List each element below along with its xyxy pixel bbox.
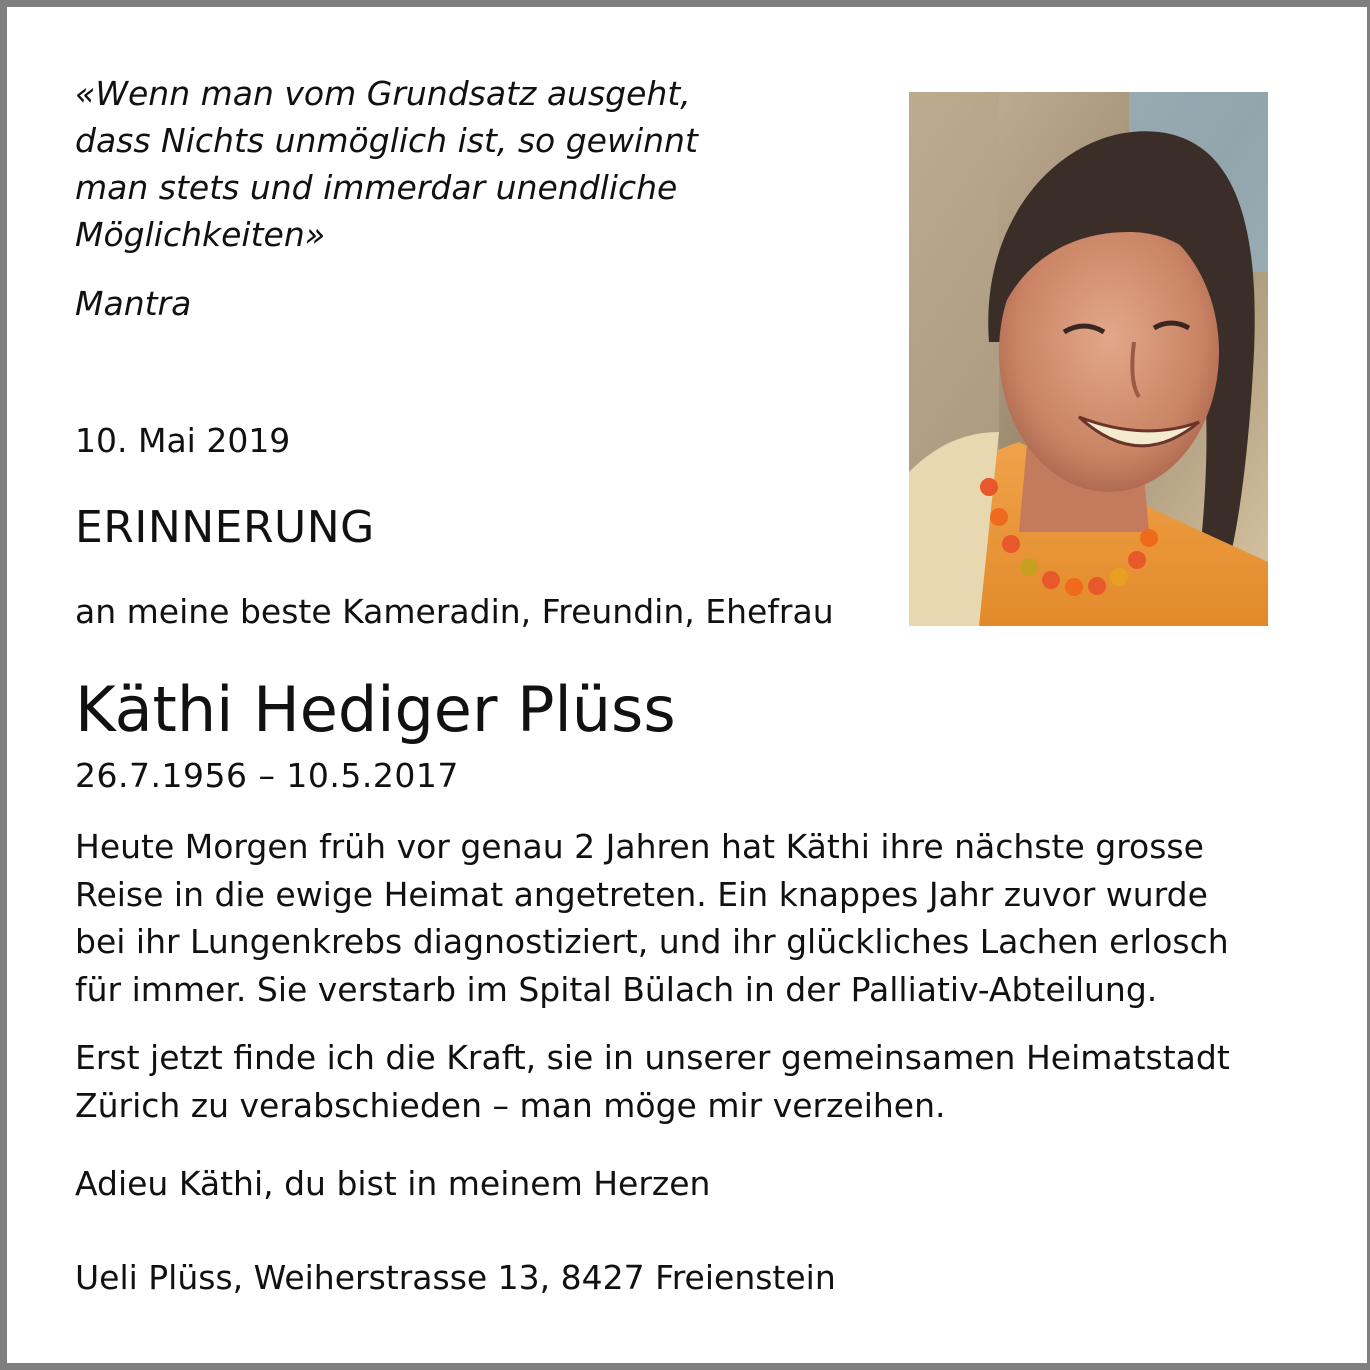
- quote-line: man stets und immerdar unendliche: [75, 168, 678, 207]
- paragraph-line: Zürich zu verabschieden – man möge mir verzeihen.: [75, 1085, 946, 1125]
- dedication: an meine beste Kameradin, Freundin, Ehefrau: [75, 592, 834, 631]
- quote-line: Möglichkeiten»: [75, 215, 326, 254]
- paragraph-1: [75, 823, 1229, 1013]
- paragraph-2: [75, 1034, 1230, 1129]
- farewell: Adieu Käthi, du bist in meinem Herzen: [75, 1164, 711, 1203]
- deceased-name: Käthi Hediger Plüss: [75, 673, 676, 746]
- paragraph-line: Heute Morgen früh vor genau 2 Jahren hat Käthi ihre nächste grosse: [75, 827, 1204, 866]
- paragraph-line: für immer. Sie verstarb im Spital Bülach in der Palliativ-Abteilung.: [75, 969, 1158, 1009]
- notice-heading: ERINNERUNG: [75, 502, 375, 553]
- portrait-photo: [909, 92, 1268, 626]
- notice-date: 10. Mai 2019: [75, 421, 291, 460]
- quote-source: Mantra: [75, 284, 192, 323]
- quote: [75, 70, 698, 258]
- paragraph-line: Reise in die ewige Heimat angetreten. Ein knappes Jahr zuvor wurde: [75, 874, 1208, 914]
- lifespan: 26.7.1956 – 10.5.2017: [75, 756, 459, 795]
- sender-address: Ueli Plüss, Weiherstrasse 13, 8427 Freienstein: [75, 1258, 836, 1297]
- paragraph-line: Erst jetzt finde ich die Kraft, sie in unserer gemeinsamen Heimatstadt: [75, 1038, 1230, 1077]
- quote-line: dass Nichts unmöglich ist, so gewinnt: [75, 121, 698, 160]
- paragraph-line: bei ihr Lungenkrebs diagnostiziert, und ihr glückliches Lachen erlosch: [75, 922, 1229, 961]
- quote-line: «Wenn man vom Grundsatz ausgeht,: [75, 74, 691, 113]
